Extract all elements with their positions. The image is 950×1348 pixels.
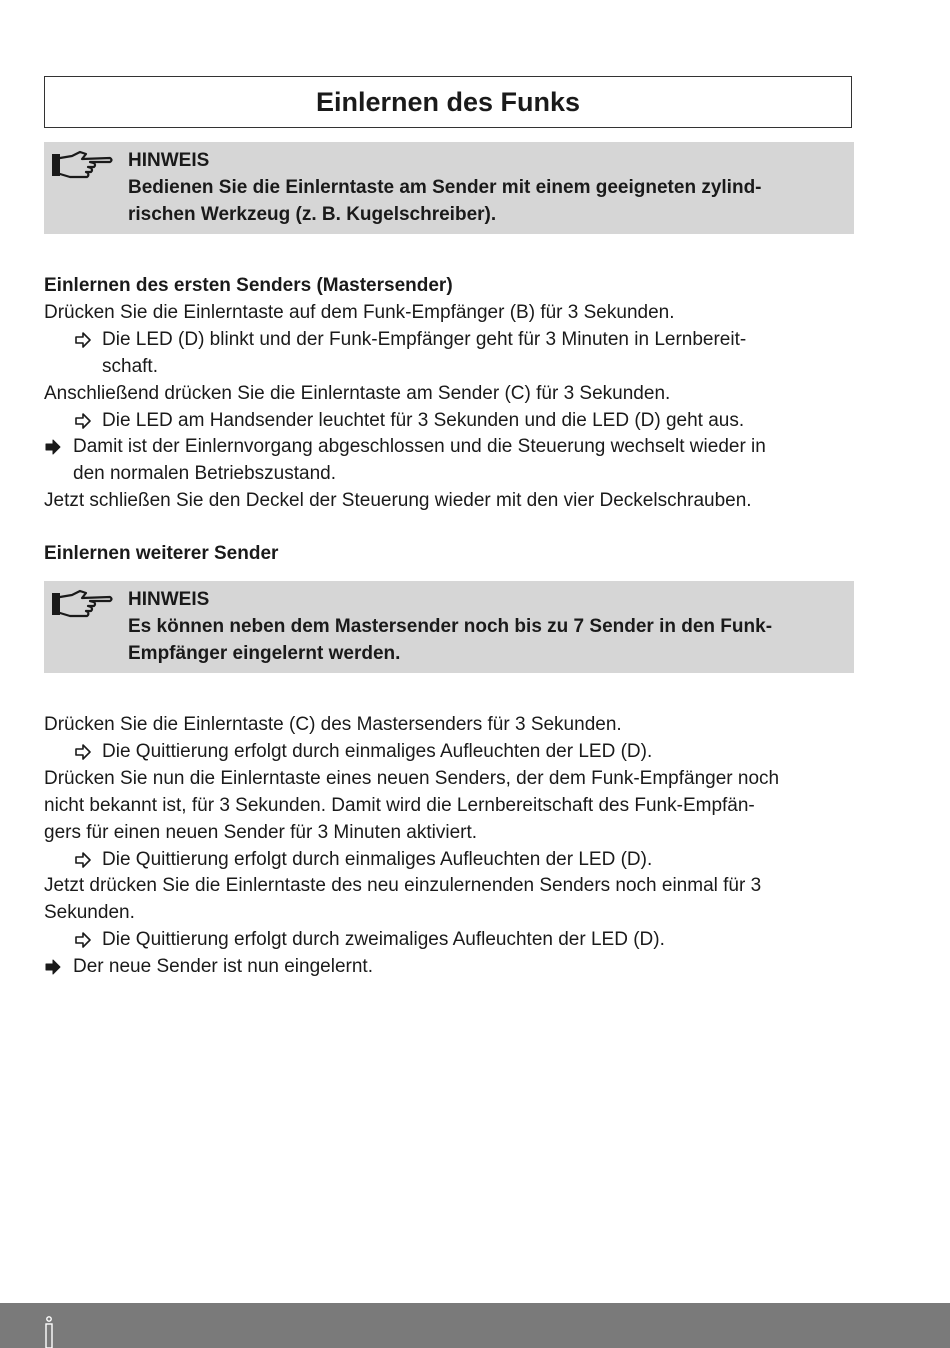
section-first-sender bbox=[44, 273, 854, 515]
section-heading: Einlernen weiterer Sender bbox=[44, 543, 279, 564]
paragraph: Jetzt schließen Sie den Deckel der Steuerung wieder mit den vier Deckelschrauben. bbox=[44, 490, 752, 512]
hollow-arrow-icon bbox=[74, 927, 92, 953]
paragraph: nicht bekannt ist, für 3 Sekunden. Damit wird die Lernbereitschaft des Funk-Empfän- bbox=[44, 794, 755, 816]
page-footer bbox=[0, 1303, 950, 1348]
info-icon bbox=[42, 1315, 56, 1348]
note-box-2 bbox=[44, 581, 854, 673]
step-text: Die LED (D) blinkt und der Funk-Empfänger geht für 3 Minuten in Lernbereit- bbox=[102, 328, 747, 350]
result-item bbox=[44, 954, 854, 981]
note-text-line: Es können neben dem Mastersender noch bis zu 7 Sender in den Funk- bbox=[128, 615, 773, 637]
step-text: schaft. bbox=[102, 355, 158, 377]
section-heading: Einlernen des ersten Senders (Mastersender) bbox=[44, 275, 453, 296]
note-box-1 bbox=[44, 142, 854, 234]
section-further-steps bbox=[44, 712, 854, 981]
result-text: Damit ist der Einlernvorgang abgeschlossen und die Steuerung wechselt wieder in bbox=[73, 436, 766, 458]
title-box bbox=[44, 76, 852, 128]
hollow-arrow-icon bbox=[74, 327, 92, 353]
result-text: den normalen Betriebszustand. bbox=[73, 463, 336, 485]
step-text: Die Quittierung erfolgt durch zweimaliges Aufleuchten der LED (D). bbox=[102, 929, 665, 951]
solid-arrow-icon bbox=[44, 954, 62, 980]
hollow-arrow-icon bbox=[74, 739, 92, 765]
paragraph: Sekunden. bbox=[44, 902, 135, 924]
step-text: Die Quittierung erfolgt durch einmaliges Aufleuchten der LED (D). bbox=[102, 848, 653, 870]
pointing-hand-icon bbox=[50, 589, 114, 623]
note-text-line: Bedienen Sie die Einlerntaste am Sender mit einem geeigneten zylind- bbox=[128, 176, 762, 198]
note-text-line: Empfänger eingelernt werden. bbox=[128, 642, 401, 664]
step-text: Die Quittierung erfolgt durch einmaliges Aufleuchten der LED (D). bbox=[102, 740, 653, 762]
pointing-hand-icon bbox=[50, 150, 114, 184]
paragraph: Drücken Sie die Einlerntaste auf dem Funk-Empfänger (B) für 3 Sekunden. bbox=[44, 301, 675, 323]
hollow-arrow-icon bbox=[74, 847, 92, 873]
step-item bbox=[44, 327, 854, 381]
paragraph: gers für einen neuen Sender für 3 Minuten aktiviert. bbox=[44, 821, 478, 843]
section-further-senders bbox=[44, 541, 854, 568]
note-text-line: rischen Werkzeug (z. B. Kugelschreiber). bbox=[128, 203, 497, 225]
paragraph: Jetzt drücken Sie die Einlerntaste des neu einzulernenden Senders noch einmal für 3 bbox=[44, 875, 762, 897]
hollow-arrow-icon bbox=[74, 408, 92, 434]
note-heading: HINWEIS bbox=[128, 589, 210, 610]
page-title: Einlernen des Funks bbox=[315, 86, 581, 117]
paragraph: Anschließend drücken Sie die Einlerntaste am Sender (C) für 3 Sekunden. bbox=[44, 382, 671, 404]
step-item bbox=[44, 408, 854, 435]
paragraph: Drücken Sie die Einlerntaste (C) des Mastersenders für 3 Sekunden. bbox=[44, 714, 622, 735]
result-text: Der neue Sender ist nun eingelernt. bbox=[73, 956, 373, 978]
note-heading: HINWEIS bbox=[128, 150, 210, 171]
result-item bbox=[44, 434, 854, 488]
step-item bbox=[44, 739, 854, 766]
paragraph: Drücken Sie nun die Einlerntaste eines neuen Senders, der dem Funk-Empfänger noch bbox=[44, 767, 780, 789]
step-item bbox=[44, 927, 854, 954]
step-item bbox=[44, 847, 854, 874]
solid-arrow-icon bbox=[44, 434, 62, 460]
step-text: Die LED am Handsender leuchtet für 3 Sekunden und die LED (D) geht aus. bbox=[102, 409, 745, 431]
